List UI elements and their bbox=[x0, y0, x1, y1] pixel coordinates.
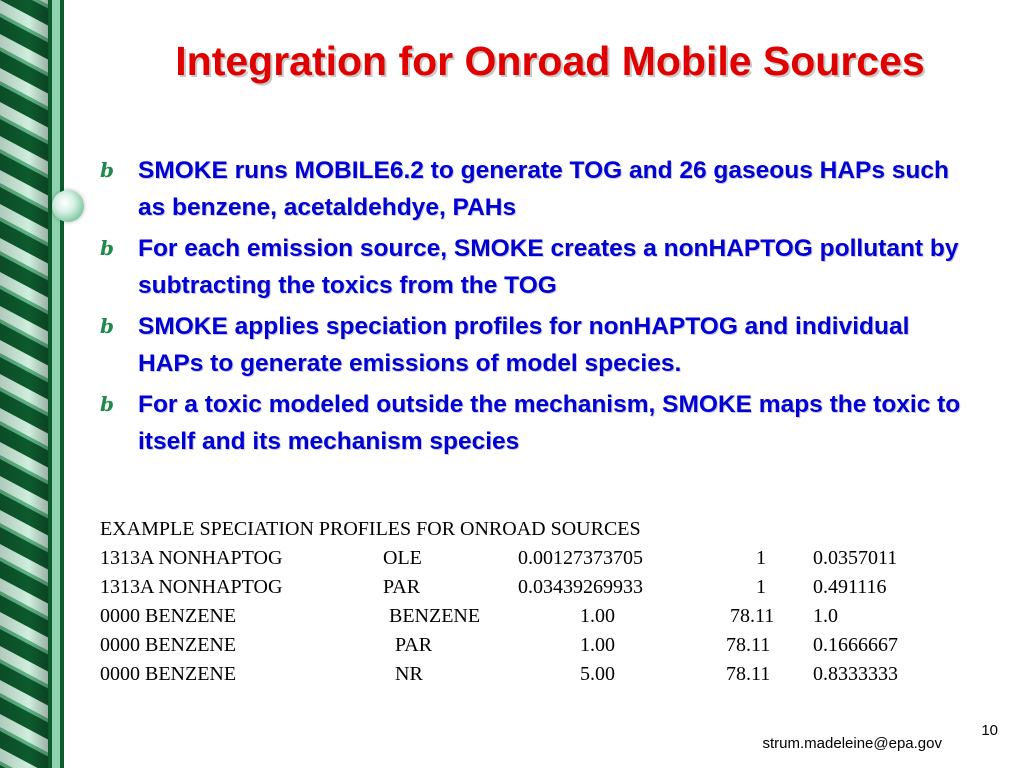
species-cell: PAR bbox=[395, 634, 433, 656]
bullet-item bbox=[100, 386, 980, 460]
mass-fraction-cell: 0.0357011 bbox=[813, 547, 898, 569]
bullet-icon: b bbox=[100, 314, 114, 338]
table-row bbox=[100, 573, 898, 602]
species-cell: BENZENE bbox=[389, 605, 481, 627]
bullet-item bbox=[100, 230, 980, 304]
fraction-cell: 1.00 bbox=[580, 634, 615, 656]
profile-code-cell: 0000 BENZENE bbox=[100, 663, 237, 685]
speciation-profiles bbox=[100, 515, 960, 689]
divisor-cell: 1 bbox=[756, 547, 766, 569]
profile-code-cell: 1313A NONHAPTOG bbox=[100, 576, 283, 598]
profiles-table bbox=[100, 544, 898, 689]
page-number: 10 bbox=[981, 722, 998, 739]
slide-title: Integration for Onroad Mobile Sources bbox=[175, 38, 925, 84]
divisor-cell: 78.11 bbox=[726, 634, 771, 656]
bullet-item bbox=[100, 308, 980, 382]
bullet-icon: b bbox=[100, 392, 114, 416]
footer-email: strum.madeleine@epa.gov bbox=[762, 735, 942, 752]
orb-ornament-icon bbox=[52, 190, 84, 222]
mass-fraction-cell: 0.8333333 bbox=[813, 663, 898, 685]
bullet-icon: b bbox=[100, 236, 114, 260]
bullet-text: For a toxic modeled outside the mechanism, SMOKE maps the toxic to itself and its mechanism species bbox=[138, 391, 961, 455]
divisor-cell: 78.11 bbox=[726, 663, 771, 685]
bullet-text: SMOKE applies speciation profiles for nonHAPTOG and individual HAPs to generate emissions of model species. bbox=[138, 313, 910, 377]
divisor-cell: 1 bbox=[756, 576, 766, 598]
species-cell: NR bbox=[395, 663, 423, 685]
profile-code-cell: 1313A NONHAPTOG bbox=[100, 547, 283, 569]
fraction-cell: 0.00127373705 bbox=[518, 547, 643, 569]
bullet-icon: b bbox=[100, 158, 114, 182]
mass-fraction-cell: 1.0 bbox=[813, 605, 838, 627]
decorative-striped-band bbox=[0, 0, 70, 768]
bullet-text: SMOKE runs MOBILE6.2 to generate TOG and 26 gaseous HAPs such as benzene, acetaldehdye, PAHs bbox=[138, 157, 949, 221]
mass-fraction-cell: 0.491116 bbox=[813, 576, 887, 598]
bullet-list bbox=[100, 152, 980, 464]
species-cell: OLE bbox=[383, 547, 422, 569]
mass-fraction-cell: 0.1666667 bbox=[813, 634, 898, 656]
table-row bbox=[100, 544, 898, 573]
fraction-cell: 1.00 bbox=[580, 605, 615, 627]
bullet-text: For each emission source, SMOKE creates a nonHAPTOG pollutant by subtracting the toxics from the TOG bbox=[138, 235, 959, 299]
species-cell: PAR bbox=[383, 576, 421, 598]
table-row bbox=[100, 602, 898, 631]
fraction-cell: 5.00 bbox=[580, 663, 615, 685]
bullet-item bbox=[100, 152, 980, 226]
table-row bbox=[100, 631, 898, 660]
divisor-cell: 78.11 bbox=[730, 605, 775, 627]
profile-code-cell: 0000 BENZENE bbox=[100, 634, 237, 656]
profiles-title: EXAMPLE SPECIATION PROFILES FOR ONROAD SOURCES bbox=[100, 518, 641, 540]
table-row bbox=[100, 660, 898, 689]
profile-code-cell: 0000 BENZENE bbox=[100, 605, 237, 627]
fraction-cell: 0.03439269933 bbox=[518, 576, 643, 598]
